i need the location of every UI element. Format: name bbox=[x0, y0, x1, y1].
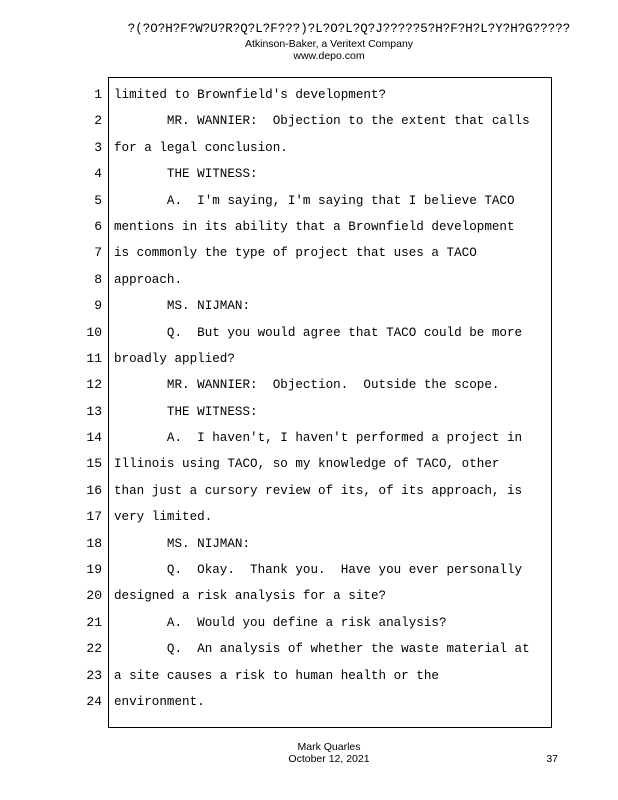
transcript-line: A. I haven't, I haven't performed a project in bbox=[114, 431, 523, 446]
transcript-line: approach. bbox=[114, 272, 183, 287]
transcript-line: MS. NIJMAN: bbox=[114, 299, 251, 314]
transcript-line: MR. WANNIER: Objection to the extent that calls bbox=[114, 114, 530, 129]
line-number: 17 bbox=[86, 509, 102, 525]
transcript-line: than just a cursory review of its, of its approach, is bbox=[114, 483, 523, 498]
line-number: 11 bbox=[86, 350, 102, 366]
transcript-text-column bbox=[114, 82, 548, 715]
line-number: 1 bbox=[94, 87, 102, 102]
transcript-line: Q. An analysis of whether the waste material at bbox=[114, 642, 530, 657]
transcript-line: for a legal conclusion. bbox=[114, 140, 288, 155]
transcript-line: broadly applied? bbox=[114, 351, 235, 366]
line-number: 23 bbox=[86, 667, 102, 683]
transcript-line: MS. NIJMAN: bbox=[114, 536, 251, 551]
line-number: 9 bbox=[94, 298, 102, 314]
line-number: 4 bbox=[94, 166, 102, 182]
transcript-line: very limited. bbox=[114, 510, 213, 525]
transcript-line: limited to Brownfield's development? bbox=[114, 88, 387, 102]
line-number: 18 bbox=[86, 535, 102, 551]
transcript-line: Illinois using TACO, so my knowledge of TACO, other bbox=[114, 457, 500, 472]
page-number: 37 bbox=[546, 753, 558, 765]
line-number: 13 bbox=[86, 403, 102, 419]
line-number: 10 bbox=[86, 324, 102, 340]
line-number: 15 bbox=[86, 456, 102, 472]
line-number: 6 bbox=[94, 218, 102, 234]
line-number: 14 bbox=[86, 430, 102, 446]
line-number: 20 bbox=[86, 588, 102, 604]
deponent-name: Mark Quarles bbox=[297, 741, 361, 753]
transcript-line: mentions in its ability that a Brownfield development bbox=[114, 219, 515, 234]
line-number: 2 bbox=[94, 113, 102, 129]
line-number: 3 bbox=[94, 139, 102, 155]
garbled-header-text: ?(?O?H?F?W?U?R?Q?L?F???)?L?O?L?Q?J?????5?H?F?H?L?Y?H?G????? bbox=[127, 22, 571, 36]
line-number: 22 bbox=[86, 641, 102, 657]
line-number: 16 bbox=[86, 482, 102, 498]
transcript-line: THE WITNESS: bbox=[114, 167, 258, 182]
line-number: 21 bbox=[86, 614, 102, 630]
transcript-line: MR. WANNIER: Objection. Outside the scope. bbox=[114, 378, 500, 393]
line-number: 19 bbox=[86, 562, 102, 578]
transcript-line: Q. Okay. Thank you. Have you ever personally bbox=[114, 563, 523, 578]
company-name: Atkinson-Baker, a Veritext Company bbox=[244, 38, 414, 50]
line-number: 7 bbox=[94, 245, 102, 261]
line-number: 5 bbox=[94, 192, 102, 208]
transcript-line: a site causes a risk to human health or the bbox=[114, 668, 439, 683]
transcript-line: THE WITNESS: bbox=[114, 404, 258, 419]
transcript-line: Q. But you would agree that TACO could be more bbox=[114, 325, 523, 340]
transcript-line: environment. bbox=[114, 694, 205, 709]
deposition-date: October 12, 2021 bbox=[288, 753, 370, 765]
transcript-line: A. I'm saying, I'm saying that I believe TACO bbox=[114, 193, 515, 208]
line-number-column bbox=[80, 82, 102, 715]
transcript-line: is commonly the type of project that uses a TACO bbox=[114, 246, 477, 261]
line-number: 8 bbox=[94, 271, 102, 287]
transcript-line: A. Would you define a risk analysis? bbox=[114, 615, 447, 630]
line-number: 24 bbox=[86, 693, 102, 709]
line-number: 12 bbox=[86, 377, 102, 393]
transcript-line: designed a risk analysis for a site? bbox=[114, 589, 387, 604]
company-website: www.depo.com bbox=[293, 50, 365, 62]
